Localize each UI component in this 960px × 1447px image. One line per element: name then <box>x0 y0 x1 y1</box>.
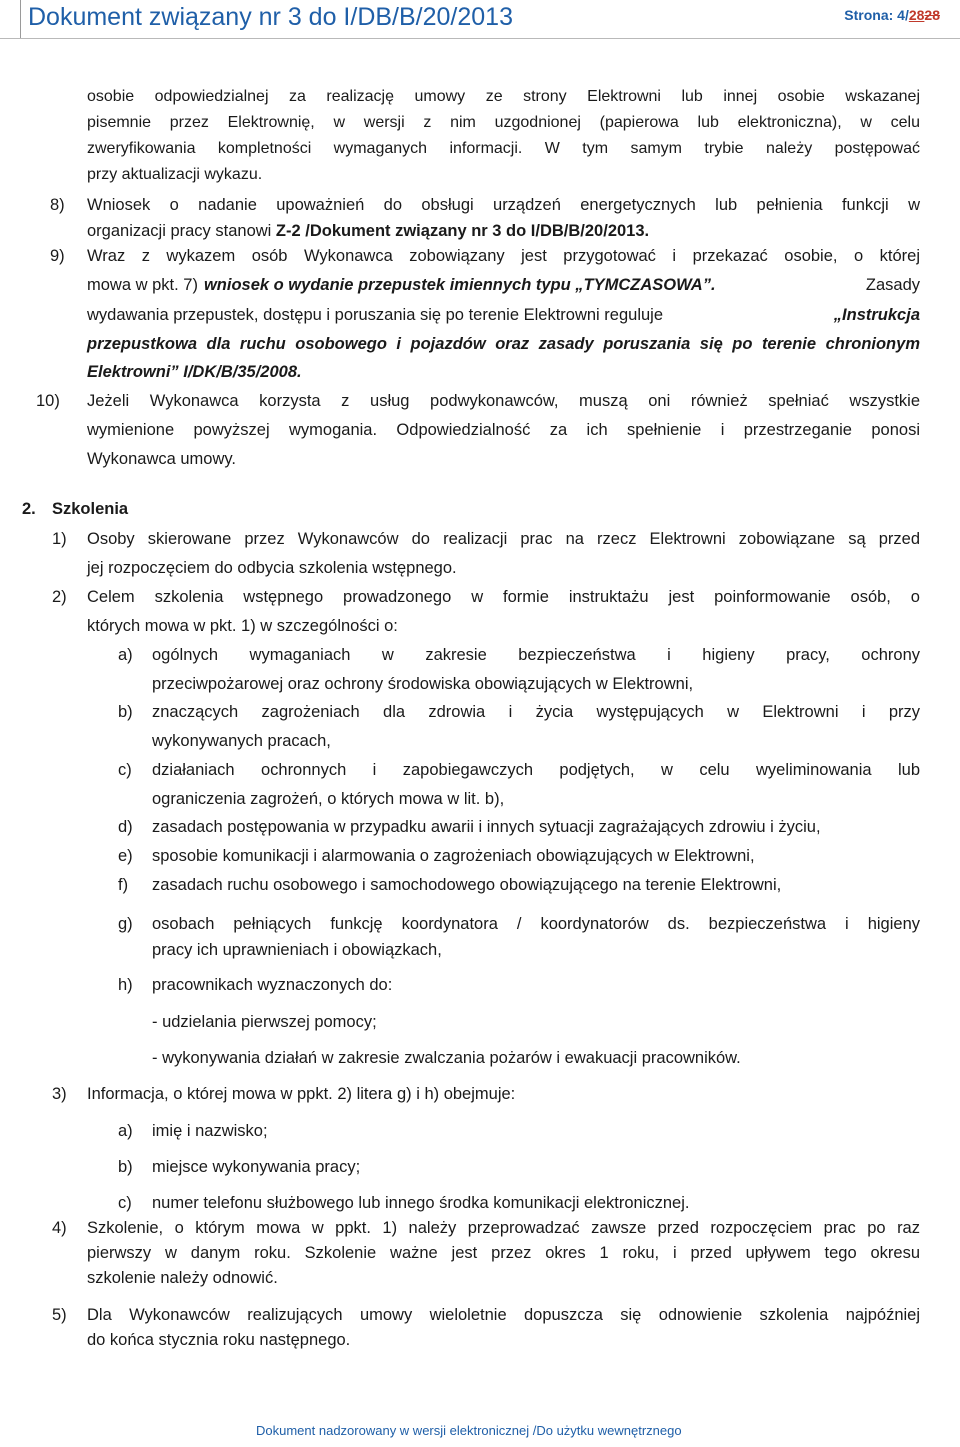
section-2-number: 2. <box>22 500 36 518</box>
s3-item-b-text: miejsce wykonywania pracy; <box>152 1158 361 1176</box>
s4-number: 4) <box>52 1219 67 1237</box>
section-2-title: Szkolenia <box>52 500 129 518</box>
s2-number: 2) <box>52 588 67 606</box>
s1-line-2: jej rozpoczęciem do odbycia szkolenia wstępnego. <box>87 559 457 577</box>
item-9-number: 9) <box>50 247 65 265</box>
item-8-number: 8) <box>50 196 65 214</box>
s2-item-e-line-1: sposobie komunikacji i alarmowania o zagrożeniach obowiązujących w Elektrowni, <box>152 847 755 865</box>
footer-text: Dokument nadzorowany w wersji elektronicznej /Do użytku wewnętrznego <box>256 1423 682 1438</box>
s2-item-b-letter: b) <box>118 703 133 721</box>
header-left-rule <box>20 0 21 38</box>
page-total-old: 28 <box>924 7 940 23</box>
s1-number: 1) <box>52 530 67 548</box>
s5-number: 5) <box>52 1306 67 1324</box>
item-10-number: 10) <box>36 392 60 410</box>
s5-line-2: do końca stycznia roku następnego. <box>87 1331 351 1349</box>
s1-line-1: Osoby skierowane przez Wykonawców do realizacji prac na rzecz Elektrowni zobowiązane są przed <box>87 530 920 548</box>
s2-item-h-letter: h) <box>118 976 133 994</box>
s2-item-a-line-2: przeciwpożarowej oraz ochrony środowiska obowiązujących w Elektrowni, <box>152 675 694 693</box>
item-9-line-2 <box>87 276 920 295</box>
s3-item-c-text: numer telefonu służbowego lub innego środka komunikacji elektronicznej. <box>152 1194 690 1212</box>
s2-item-d-letter: d) <box>118 818 133 836</box>
item-8-line-1: Wniosek o nadanie upoważnień do obsługi urządzeń energetycznych lub pełnienia funkcji w <box>87 196 920 214</box>
s3-number: 3) <box>52 1085 67 1103</box>
item-9-line-1: Wraz z wykazem osób Wykonawca zobowiązany jest przygotować i przekazać osobie, o której <box>87 247 920 265</box>
s2-item-a-line-1: ogólnych wymaganiach w zakresie bezpieczeństwa i higieny pracy, ochrony <box>152 646 920 664</box>
item-8-line-2-text: organizacji pracy stanowi <box>87 222 276 240</box>
intro-line-3: zweryfikowania kompletności wymaganych informacji. W tym samym trybie należy postępować <box>87 140 920 157</box>
s2-item-g-line-1: osobach pełniących funkcję koordynatora / koordynatorów ds. bezpieczeństwa i higieny <box>152 915 920 933</box>
s4-line-2: pierwszy w danym roku. Szkolenie ważne jest przez okres 1 roku, i przed upływem tego okresu <box>87 1244 920 1262</box>
item-9-line-2-text: mowa w pkt. 7) <box>87 276 198 294</box>
s4-line-1: Szkolenie, o którym mowa w ppkt. 1) należy przeprowadzać zawsze przed rozpoczęciem prac po raz <box>87 1219 920 1237</box>
intro-line-2: pisemnie przez Elektrownię, w wersji z nim uzgodnionej (papierowa lub elektroniczna), w celu <box>87 114 920 131</box>
s2-item-c-letter: c) <box>118 761 132 779</box>
s3-item-c-letter: c) <box>118 1194 132 1212</box>
document-title: Dokument związany nr 3 do I/DB/B/20/2013 <box>28 3 513 31</box>
item-8-line-2 <box>87 222 649 241</box>
page-total-new: 28 <box>908 7 925 23</box>
s2-item-b-line-1: znaczących zagrożeniach dla zdrowia i życia występujących w Elektrowni i przy <box>152 703 920 721</box>
item-9-line-5: Elektrowni” I/DK/B/35/2008. <box>87 363 302 381</box>
s3-item-b-letter: b) <box>118 1158 133 1176</box>
page-current: 4/ <box>897 7 909 23</box>
h-sub-item-2: - wykonywania działań w zakresie zwalczania pożarów i ewakuacji pracowników. <box>152 1049 741 1067</box>
item-9-line-4: przepustkowa dla ruchu osobowego i pojazdów oraz zasady poruszania się po terenie chronionym <box>87 335 920 353</box>
item-9-instruction-start: „Instrukcja <box>833 306 920 324</box>
s5-line-1: Dla Wykonawców realizujących umowy wieloletnie dopuszcza się odnowienie szkolenia najpóźniej <box>87 1306 920 1324</box>
intro-line-1: osobie odpowiedzialnej za realizację umowy ze strony Elektrowni lub innej osobie wskazanej <box>87 88 920 105</box>
page-number <box>844 7 940 23</box>
s2-line-2: których mowa w pkt. 1) w szczególności o: <box>87 617 398 635</box>
s2-item-c-line-2: ograniczenia zagrożeń, o których mowa w lit. b), <box>152 790 505 808</box>
item-9-line-3-text: wydawania przepustek, dostępu i poruszania się po terenie Elektrowni reguluje <box>87 306 664 324</box>
s2-item-g-line-2: pracy ich uprawnieniach i obowiązkach, <box>152 941 442 959</box>
item-10-line-2: wymienione powyższej wymogania. Odpowiedzialność za ich spełnienie i przestrzeganie ponosi <box>87 421 920 439</box>
page-footer <box>0 1413 960 1447</box>
s4-line-3: szkolenie należy odnowić. <box>87 1269 278 1287</box>
s2-item-b-line-2: wykonywanych pracach, <box>152 732 331 750</box>
s2-item-e-letter: e) <box>118 847 133 865</box>
s3-item-a-letter: a) <box>118 1122 133 1140</box>
s3-line-1: Informacja, o której mowa w ppkt. 2) litera g) i h) obejmuje: <box>87 1085 516 1103</box>
item-9-pass-request: wniosek o wydanie przepustek imiennych typu „TYMCZASOWA”. <box>203 276 716 294</box>
page-header <box>0 0 960 39</box>
h-sub-item-1: - udzielania pierwszej pomocy; <box>152 1013 377 1031</box>
s3-item-a-text: imię i nazwisko; <box>152 1122 268 1140</box>
item-10-line-1: Jeżeli Wykonawca korzysta z usług podwykonawców, muszą oni również spełniać wszystkie <box>87 392 920 410</box>
item-9-line-2-tail: Zasady <box>865 276 920 294</box>
s2-item-f-line-1: zasadach ruchu osobowego i samochodowego obowiązującego na terenie Elektrowni, <box>152 876 782 894</box>
page-label: Strona: <box>844 7 894 23</box>
item-10-line-3: Wykonawca umowy. <box>87 450 237 468</box>
intro-line-4: przy aktualizacji wykazu. <box>87 166 263 183</box>
s2-item-a-letter: a) <box>118 646 133 664</box>
s2-item-f-letter: f) <box>118 876 129 894</box>
s2-item-g-letter: g) <box>118 915 133 933</box>
item-8-reference: Z-2 /Dokument związany nr 3 do I/DB/B/20/2013. <box>275 222 650 240</box>
s2-line-1: Celem szkolenia wstępnego prowadzonego w formie instruktażu jest poinformowanie osób, o <box>87 588 920 606</box>
item-9-line-3 <box>87 306 920 325</box>
s2-item-c-line-1: działaniach ochronnych i zapobiegawczych podjętych, w celu wyeliminowania lub <box>152 761 920 779</box>
s2-item-h-line-1: pracownikach wyznaczonych do: <box>152 976 393 994</box>
s2-item-d-line-1: zasadach postępowania w przypadku awarii i innych sytuacji zagrażających zdrowiu i życiu, <box>152 818 821 836</box>
